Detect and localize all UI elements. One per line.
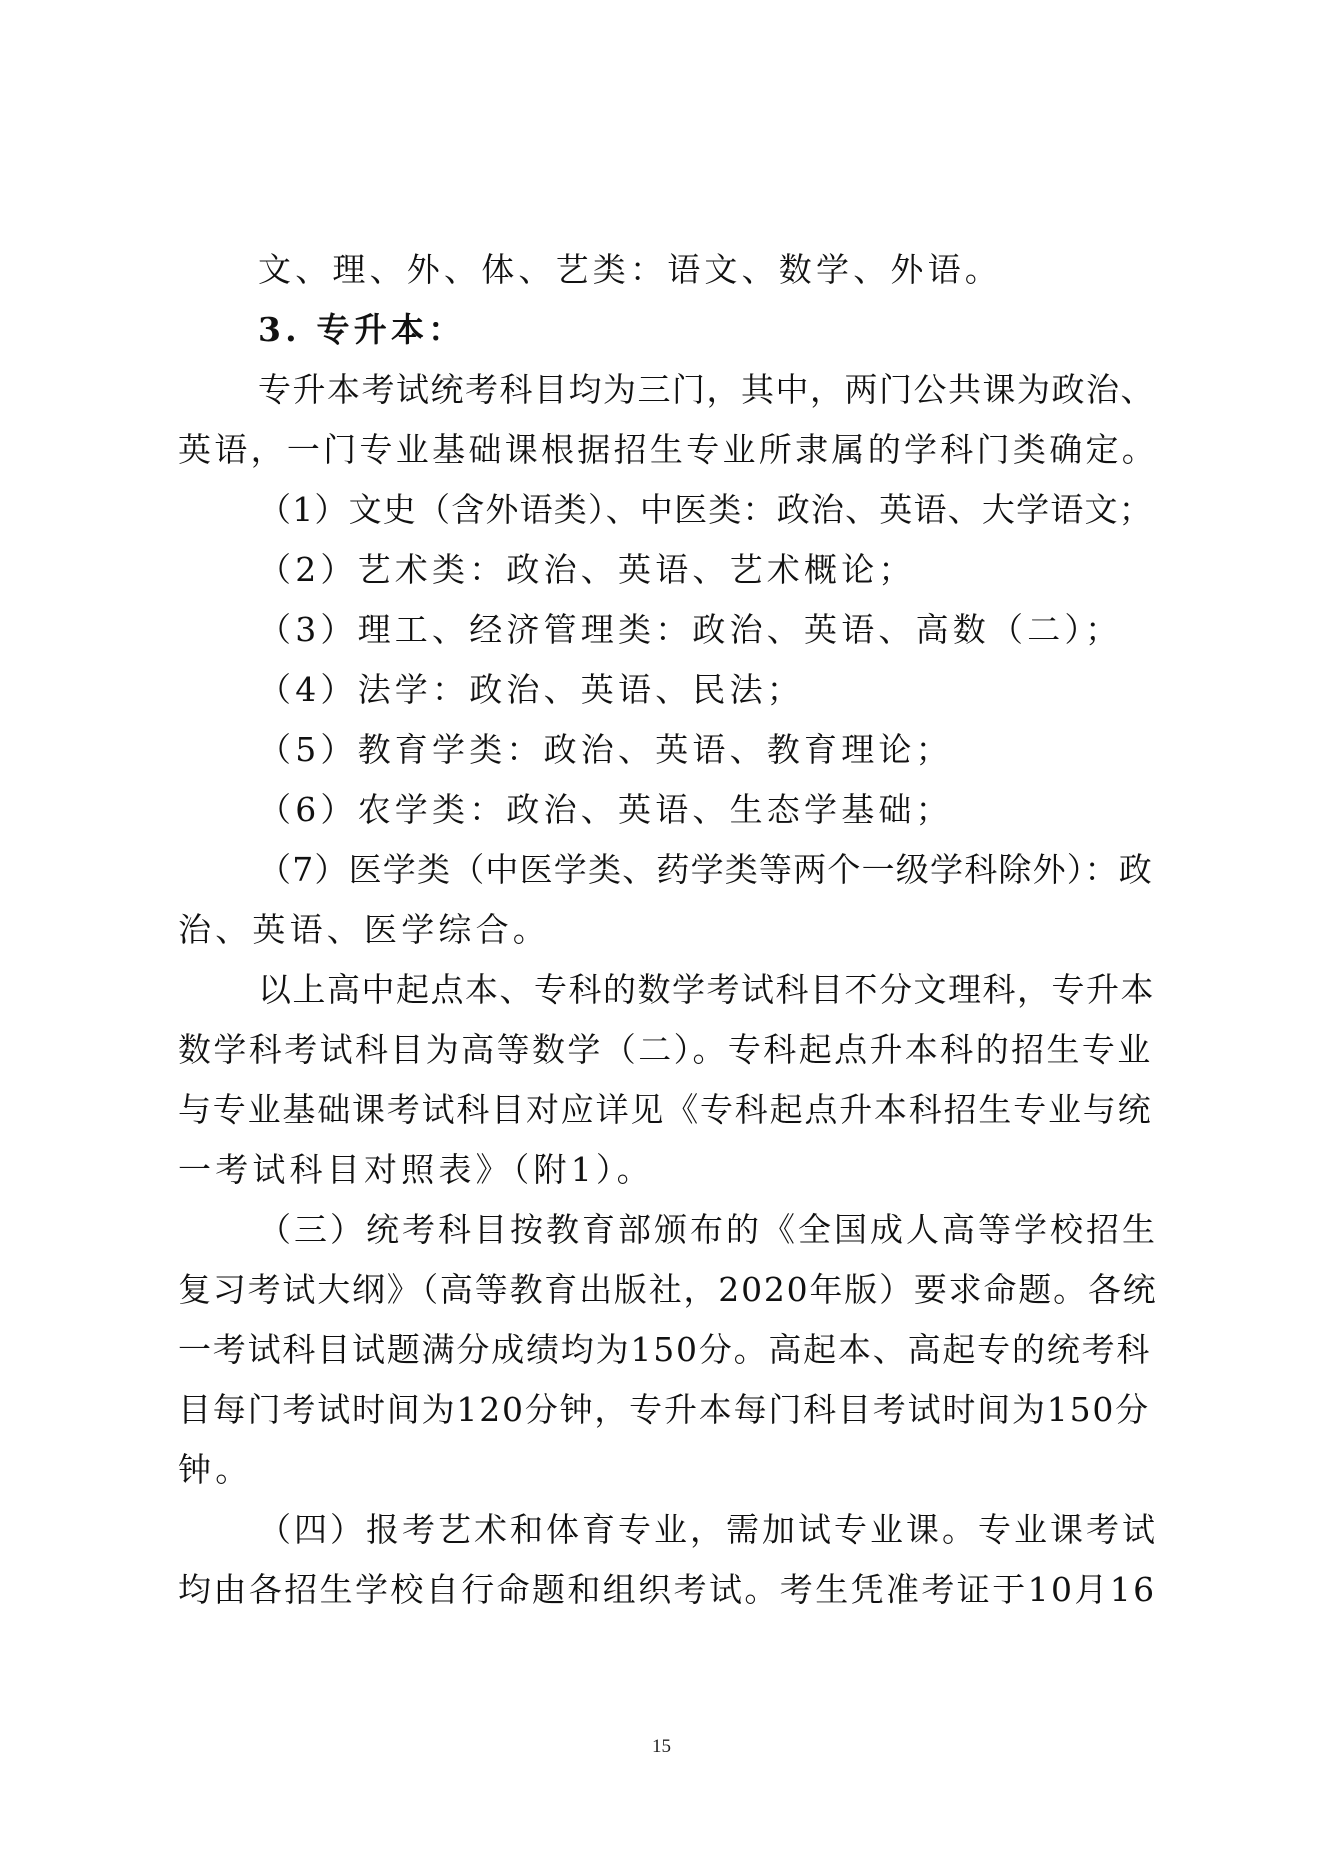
text-line: 英语，一门专业基础课根据招生专业所隶属的学科门类确定。: [178, 430, 1159, 469]
text-line: 目每门考试时间为120分钟，专升本每门科目考试时间为150分: [178, 1390, 1150, 1429]
text-line: （三）统考科目按教育部颁布的《全国成人高等学校招生: [258, 1210, 1158, 1249]
section-heading: 3. 专升本：: [258, 310, 466, 349]
text-line: 以上高中起点本、专科的数学考试科目不分文理科，专升本: [258, 970, 1155, 1009]
text-line: 文、理、外、体、艺类：语文、数学、外语。: [258, 250, 1002, 289]
text-line: （5）教育学类：政治、英语、教育理论；: [258, 730, 953, 769]
text-line: 专升本考试统考科目均为三门，其中，两门公共课为政治、: [258, 370, 1155, 409]
text-line: （7）医学类（中医学类、药学类等两个一级学科除外）：政: [258, 850, 1153, 889]
body-text: [178, 240, 1158, 1620]
text-line: 治、英语、医学综合。: [178, 910, 550, 949]
text-line: （6）农学类：政治、英语、生态学基础；: [258, 790, 953, 829]
text-line: （1）文史（含外语类）、中医类：政治、英语、大学语文；: [258, 490, 1153, 529]
text-line: 钟。: [178, 1450, 253, 1489]
text-line: 与专业基础课考试科目对应详见《专科起点升本科招生专业与统: [178, 1090, 1153, 1129]
text-line: 复习考试大纲》（高等教育出版社，2020年版）要求命题。各统: [178, 1270, 1158, 1309]
page-number: 15: [652, 1736, 671, 1757]
text-line: 数学科考试科目为高等数学（二）。专科起点升本科的招生专业: [178, 1030, 1153, 1069]
text-line: （3）理工、经济管理类：政治、英语、高数（二）；: [258, 610, 1123, 649]
text-line: 一考试科目试题满分成绩均为150分。高起本、高起专的统考科: [178, 1330, 1152, 1369]
text-line: （2）艺术类：政治、英语、艺术概论；: [258, 550, 916, 589]
text-line: 均由各招生学校自行命题和组织考试。考生凭准考证于10月16: [178, 1570, 1157, 1609]
text-line: （四）报考艺术和体育专业，需加试专业课。专业课考试: [258, 1510, 1158, 1549]
text-line: 一考试科目对照表》（附1）。: [178, 1150, 654, 1189]
text-line: （4）法学：政治、英语、民法；: [258, 670, 804, 709]
